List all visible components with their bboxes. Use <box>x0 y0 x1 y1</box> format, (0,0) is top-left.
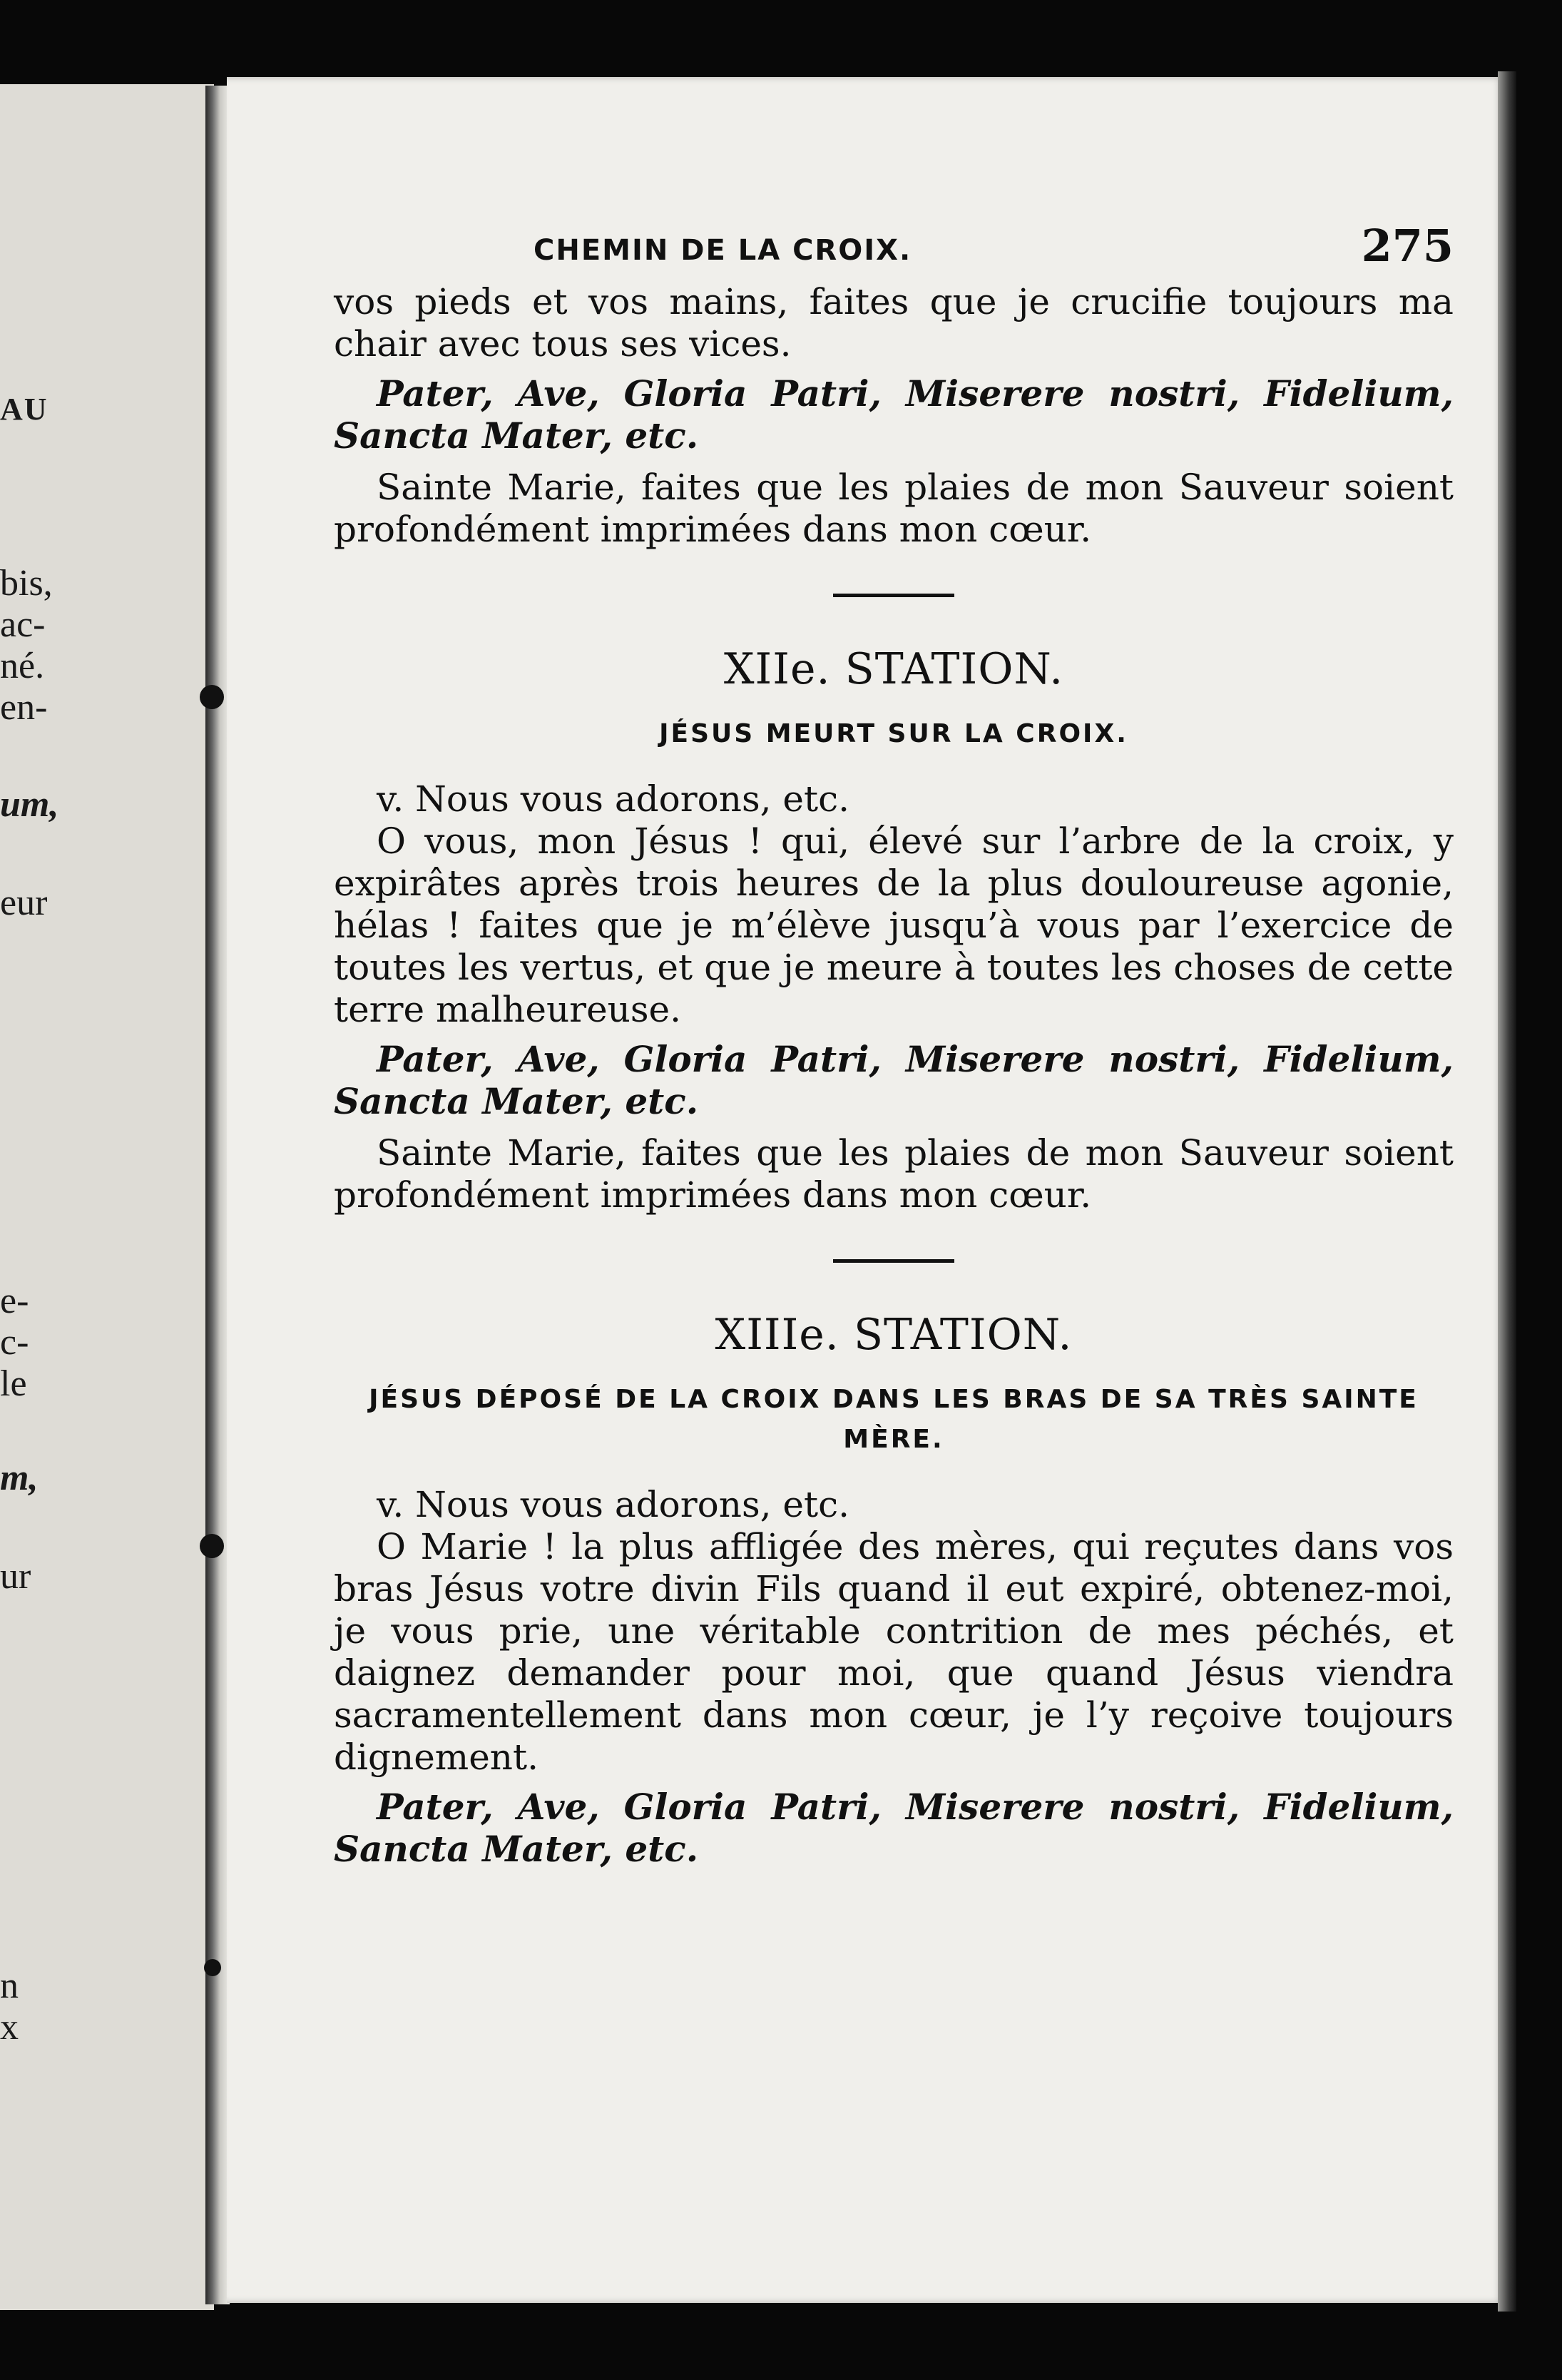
prayer-line: Pater, Ave, Gloria Patri, Miserere nostri, Fidelium, Sancta Mater, etc. <box>334 372 1454 457</box>
invocation-paragraph: Sainte Marie, faites que les plaies de mon Sauveur soient profondément imprimées dans mon cœur. <box>334 1132 1454 1216</box>
facing-page-fragment: AU <box>0 392 49 427</box>
section-divider <box>833 1259 954 1263</box>
versicle-line: v. Nous vous adorons, etc. <box>377 778 849 820</box>
facing-page-fragment: bis, <box>0 563 53 604</box>
facing-page-fragment: en- <box>0 687 48 728</box>
page-edge <box>1498 71 1516 2312</box>
prayer-line: Pater, Ave, Gloria Patri, Miserere nostri, Fidelium, Sancta Mater, etc. <box>334 1786 1454 1870</box>
binding-stitch <box>204 1959 221 1976</box>
page-content <box>334 220 1454 1870</box>
running-head <box>334 220 1454 277</box>
body-paragraph: vos pieds et vos mains, faites que je crucifie toujours ma chair avec tous ses vices. <box>334 281 1454 365</box>
binding-stitch <box>200 1534 224 1558</box>
page-number: 275 <box>1361 220 1454 272</box>
book-page <box>227 77 1505 2303</box>
facing-page-fragment: um, <box>0 784 59 825</box>
facing-page-fragment: le <box>0 1363 27 1404</box>
prayer-line: Pater, Ave, Gloria Patri, Miserere nostri, Fidelium, Sancta Mater, etc. <box>334 1038 1454 1122</box>
body-paragraph: O Marie ! la plus affligée des mères, qui reçutes dans vos bras Jésus votre divin Fils quand il eut expiré, obtenez-moi, je vous prie, une véritable contrition de mes péchés, et daignez demander pour moi, que quand Jésus viendra sacramentellement dans mon cœur, je l’y reçoive toujours dignement. <box>334 1526 1454 1778</box>
invocation-paragraph: Sainte Marie, faites que les plaies de mon Sauveur soient profondément imprimées dans mon cœur. <box>334 467 1454 550</box>
facing-page-fragment: c- <box>0 1322 29 1363</box>
facing-page <box>0 84 214 2310</box>
facing-page-fragment: x <box>0 2007 19 2048</box>
facing-page-fragment: m, <box>0 1458 39 1498</box>
station-subtitle: JÉSUS MEURT SUR LA CROIX. <box>659 719 1128 748</box>
facing-page-fragment: e- <box>0 1281 29 1321</box>
facing-page-fragment: eur <box>0 883 48 923</box>
station-title: XIIe. STATION. <box>723 644 1064 694</box>
body-paragraph: O vous, mon Jésus ! qui, élevé sur l’arbre de la croix, y expirâtes après trois heures de la plus douloureuse agonie, hélas ! faites que je m’élève jusqu’à vous par l’exercice de toutes les vertus, et que je meure à toutes les choses de cette terre malheureuse. <box>334 820 1454 1030</box>
facing-page-fragment: né. <box>0 646 45 686</box>
station-title: XIIIe. STATION. <box>715 1310 1073 1360</box>
facing-page-fragment: ur <box>0 1556 31 1597</box>
binding-stitch <box>200 685 224 709</box>
station-subtitle: JÉSUS DÉPOSÉ DE LA CROIX DANS LES BRAS DE SA TRÈS SAINTE MÈRE. <box>369 1385 1419 1454</box>
running-head-title: CHEMIN DE LA CROIX. <box>534 234 912 267</box>
versicle-line: v. Nous vous adorons, etc. <box>377 1484 849 1525</box>
section-divider <box>833 594 954 597</box>
facing-page-fragment: ac- <box>0 604 46 645</box>
facing-page-fragment: n <box>0 1965 19 2006</box>
